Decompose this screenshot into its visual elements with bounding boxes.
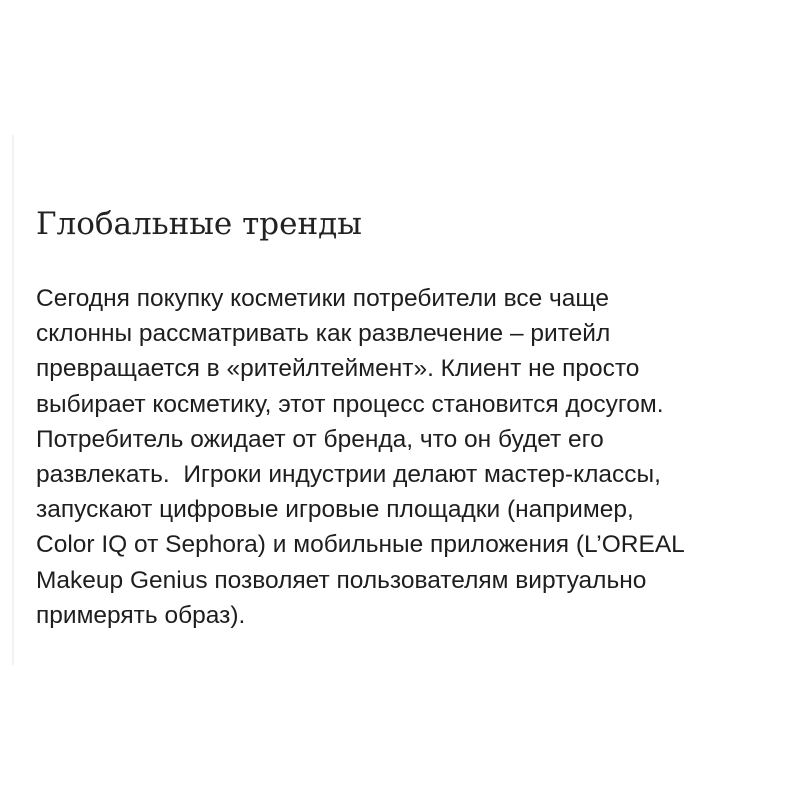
paragraph-line: Потребитель ожидает от бренда, что он будет его	[36, 425, 604, 453]
paragraph-line: Makeup Genius позволяет пользователям виртуально	[36, 566, 647, 594]
paragraph-line: склонны рассматривать как развлечение – ритейл	[36, 320, 611, 348]
section-heading: Глобальные тренды	[36, 206, 362, 242]
paragraph-line: развлекать. Игроки индустрии делают мастер-классы,	[36, 461, 661, 489]
body-paragraph	[36, 281, 766, 633]
paragraph-line: Color IQ от Sephora) и мобильные приложения (L’OREAL	[36, 531, 685, 559]
paragraph-line: выбирает косметику, этот процесс становится досугом.	[36, 390, 664, 418]
paragraph-line: Сегодня покупку косметики потребители все чаще	[36, 285, 609, 312]
left-divider	[12, 135, 14, 665]
paragraph-line: превращается в «ритейлтеймент». Клиент не просто	[36, 355, 640, 383]
paragraph-line: запускают цифровые игровые площадки (например,	[36, 496, 634, 524]
paragraph-line: примерять образ).	[36, 601, 246, 629]
